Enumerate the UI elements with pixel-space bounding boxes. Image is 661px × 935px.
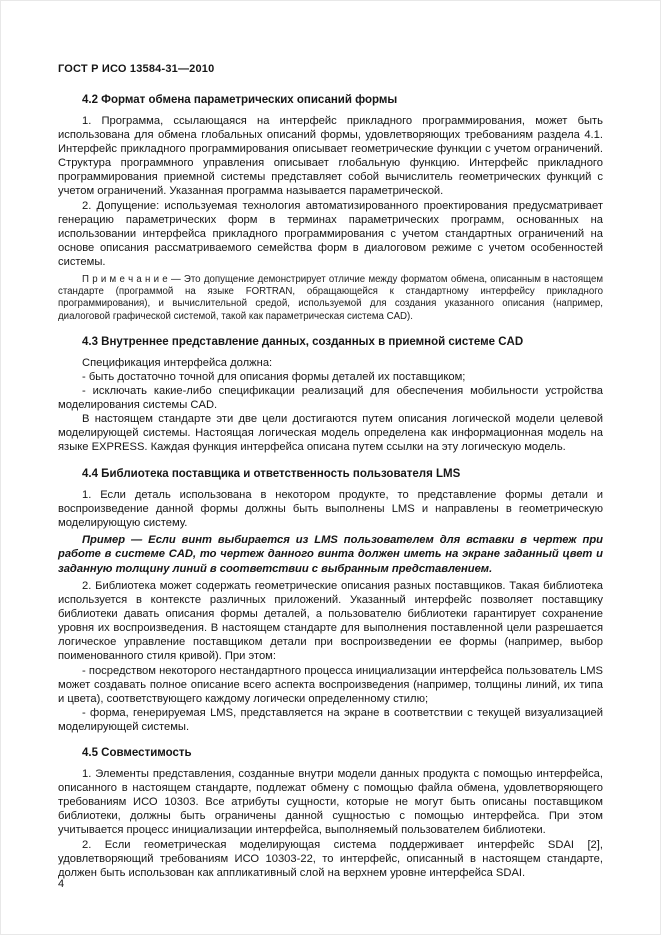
section-4-5-heading: 4.5 Совместимость [82, 747, 192, 760]
paragraph: 1. Программа, ссылающаяся на интерфейс прикладного программирования, может быть использована для обмена глобальных описаний формы, удовлетворяющих требованиям раздела 4.1. Интерфейс прикладного программирования описывает геометрические функции с учетом ограничений. Структура программного управления описывает глобальную функцию. Интерфейс прикладного программирования приемной системы представляет собой вычислитель геометрических функций с учетом ограничений. Указанная программа называется параметрической. [58, 115, 603, 198]
list-item: - форма, генерируемая LMS, представляется на экране в соответствии с текущей визуализацией моделирующей системы. [58, 706, 603, 733]
list-item: - быть достаточно точной для описания формы деталей их поставщиком; [82, 370, 466, 383]
paragraph: 2. Допущение: используемая технология автоматизированного проектирования предусматривает генерацию параметрических форм в терминах параметрических программ, основанных на использовании интерфейса прикладного программирования с учетом стандартных ограничений на основе описания рассматриваемого семейства форм в диалоговом режиме с учетом особенностей системы. [58, 199, 603, 268]
section-4-4-heading: 4.4 Библиотека поставщика и ответственность пользователя LMS [82, 467, 461, 480]
paragraph: 2. Если геометрическая моделирующая система поддерживает интерфейс SDAI [2], удовлетворяющий требованиям ИСО 10303-22, то интерфейс, описанный в настоящем стандарте, должен быть использован как аппликативный слой на верхнем уровне интерфейса SDAI. [58, 838, 603, 879]
page-number: 4 [58, 878, 65, 890]
example-paragraph: Пример — Если винт выбирается из LMS пользователем для вставки в чертеж при работе в системе CAD, то чертеж данного винта должен иметь на экране заданный цвет и заданную толщину линий в соответствии с выбранным представлением. [58, 533, 603, 575]
document-code: ГОСТ Р ИСО 13584-31—2010 [58, 63, 215, 75]
section-4-2-heading: 4.2 Формат обмена параметрических описаний формы [82, 94, 398, 106]
paragraph: 2. Библиотека может содержать геометрические описания разных поставщиков. Такая библиотека используется в контексте различных приложений. Указанный интерфейс позволяет поставщику библиотеки давать описания формы деталей, а пользователю библиотеки гарантирует сохранение уровня их воспроизведения. В настоящем стандарте для выполнения поставленной цели разрешается логическое управление поставщиком детали при воспроизведении ее формы (например, выбор поименованного стиля кривой). При этом: [58, 580, 603, 663]
list-item: - посредством некоторого нестандартного процесса инициализации интерфейса пользователь LMS может создавать полное описание всего аспекта воспроизведения (например, толщины линий, их типа и цвета), соответствующего каждому логически определенному стилю; [58, 664, 603, 705]
paragraph: 1. Элементы представления, созданные внутри модели данных продукта с помощью интерфейса, описанного в настоящем стандарте, подлежат обмену с помощью файла обмена, удовлетворяющего требованиям ИСО 10303. Все атрибуты сущности, которые не могут быть описаны поставщиком библиотеки, должны быть ограничены данной сущностью с помощью интерфейса. При этом учитывается процесс инициализации интерфейса, выполняемый пользователем библиотеки. [58, 768, 603, 837]
paragraph: Спецификация интерфейса должна: [82, 356, 273, 369]
note-paragraph: П р и м е ч а н и е — Это допущение демонстрирует отличие между форматом обмена, описанным в настоящем стандарте (программой на языке FORTRAN, обращающейся к стандартному интерфейсу прикладного программирования), и вычислительной средой, используемой для создания указанного описания (например, диалоговой графической системой, такой как параметрическая система CAD). [58, 274, 603, 322]
paragraph: 1. Если деталь использована в некотором продукте, то представление формы детали и воспроизведение данной формы должны быть выполнены LMS и направлены в геометрическую моделирующую систему. [58, 488, 603, 529]
paragraph: В настоящем стандарте эти две цели достигаются путем описания логической модели целевой моделирующей системы. Настоящая логическая модель определена как информационная модель на языке EXPRESS. Каждая функция интерфейса описана путем ссылки на эту логическую модель. [58, 413, 603, 454]
section-4-3-heading: 4.3 Внутреннее представление данных, созданных в приемной системе CAD [82, 335, 524, 348]
list-item: - исключать какие-либо спецификации реализаций для обеспечения мобильности устройства моделирования системы CAD. [58, 385, 603, 412]
